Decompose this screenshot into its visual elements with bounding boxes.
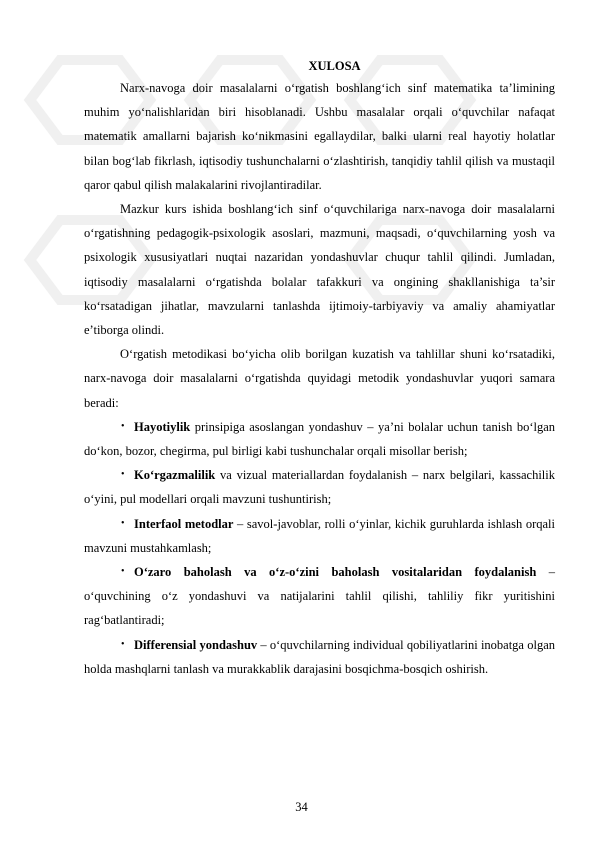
list-item [84, 633, 555, 681]
bullet-icon: • [121, 469, 125, 481]
method-list [84, 415, 555, 681]
document-body [84, 56, 555, 681]
list-item [84, 512, 555, 560]
list-item-text: prinsipiga asoslangan yondashuv – ya’ni bolalar uchun tanish bo‘lgan do‘kon, bozor, chegirma, pul birligi kabi tushunchalar orqali misollar berish; [84, 419, 555, 459]
list-item-text: – o‘quvchining o‘z yondashuvi va natijalarini tahlil qilishi, tahliliy fikr yuritishini rag‘batlantiradi; [84, 565, 555, 628]
list-item-term: Hayotiylik [134, 419, 191, 434]
list-item-term: O‘zaro baholash va o‘z-o‘zini baholash vositalaridan foydalanish [134, 565, 537, 580]
section-title: XULOSA [308, 59, 361, 73]
bullet-icon: • [121, 566, 125, 578]
list-item [84, 415, 555, 463]
bullet-icon: • [121, 638, 125, 650]
page-number: 34 [295, 800, 308, 814]
bullet-icon: • [121, 517, 125, 529]
list-item [84, 560, 555, 633]
paragraph-3: O‘rgatish metodikasi bo‘yicha olib borilgan kuzatish va tahlillar shuni ko‘rsatadiki, narx-navoga doir masalalarni o‘rgatishda quyidagi metodik yondashuvlar yuqori samara beradi: [84, 347, 555, 410]
list-item-text: va vizual materiallardan foydalanish – narx belgilari, kassachilik o‘yini, pul modellari orqali mavzuni tushuntirish; [84, 468, 555, 507]
list-item-term: Differensial yondashuv [134, 637, 258, 652]
paragraph-2: Mazkur kurs ishida boshlang‘ich sinf o‘quvchilariga narx-navoga doir masalalarni o‘rgatishning pedagogik-psixologik asoslari, mazmuni, maqsadi, o‘quvchilarning yosh va psixologik xususiyatlari nuqtai nazaridan yondashuvlar chuqur tahlil qilindi. Jumladan, iqtisodiy masalalarni o‘rgatishda bolalar tafakkuri va ongining shakllanishiga ta’sir ko‘rsatadigan jihatlar, mavzularni tanlashda ijtimoiy-tarbiyaviy va amaliy ahamiyatlar e’tiborga olindi. [84, 202, 555, 338]
list-item-text: – savol-javoblar, rolli o‘yinlar, kichik guruhlarda ishlash orqali mavzuni mustahkamlash; [84, 516, 555, 555]
paragraph-1: Narx-navoga doir masalalarni o‘rgatish boshlang‘ich sinf matematika ta’limining muhim yo‘nalishlaridan biri hisoblanadi. Ushbu masalalar orqali o‘quvchilar nafaqat matematik amallarni bajarish ko‘nikmasini egallaydilar, balki ularni real hayotiy holatlar bilan bog‘lab fikrlash, iqtisodiy tushunchalarni o‘zlashtirish, tanqidiy tahlil qilish va mustaqil qaror qabul qilish malakalarini rivojlantiradilar. [84, 81, 555, 192]
list-item-term: Ko‘rgazmalilik [134, 468, 216, 483]
list-item [84, 463, 555, 511]
bullet-icon: • [121, 420, 125, 432]
list-item-term: Interfaol metodlar [134, 516, 234, 531]
list-item-text: – o‘quvchilarning individual qobiliyatlarini inobatga olgan holda mashqlarni tanlash va murakkablik darajasini bosqichma-bosqich oshirish. [84, 637, 555, 676]
